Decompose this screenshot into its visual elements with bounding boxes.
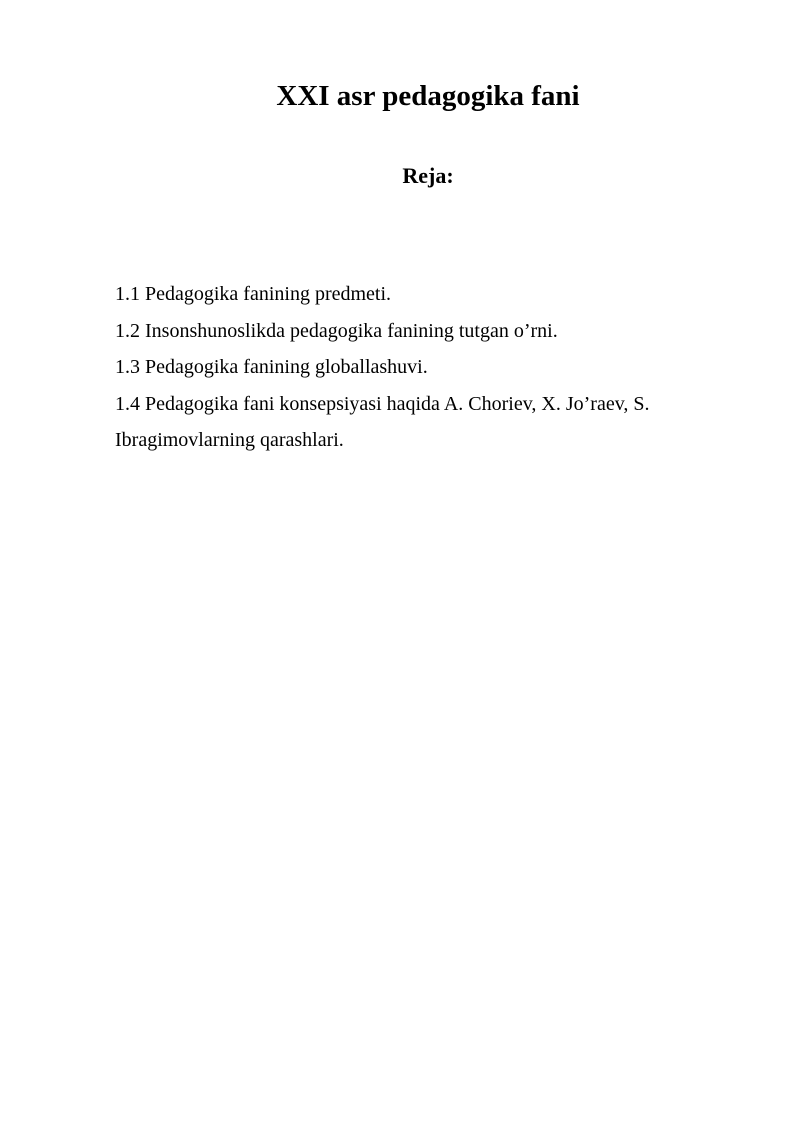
document-title: XXI asr pedagogika fani	[276, 80, 580, 112]
plan-item: 1.1 Pedagogika fanining predmeti.	[115, 283, 392, 305]
plan-heading: Reja:	[402, 163, 454, 188]
plan-item: 1.4 Pedagogika fani konsepsiyasi haqida A. Choriev, X. Jo’raev, S. Ibragimovlarning qarashlari.	[115, 392, 650, 451]
plan-list	[115, 276, 715, 459]
plan-item: 1.2 Insonshunoslikda pedagogika fanining tutgan o’rni.	[115, 319, 558, 342]
plan-item: 1.3 Pedagogika fanining globallashuvi.	[115, 356, 428, 378]
